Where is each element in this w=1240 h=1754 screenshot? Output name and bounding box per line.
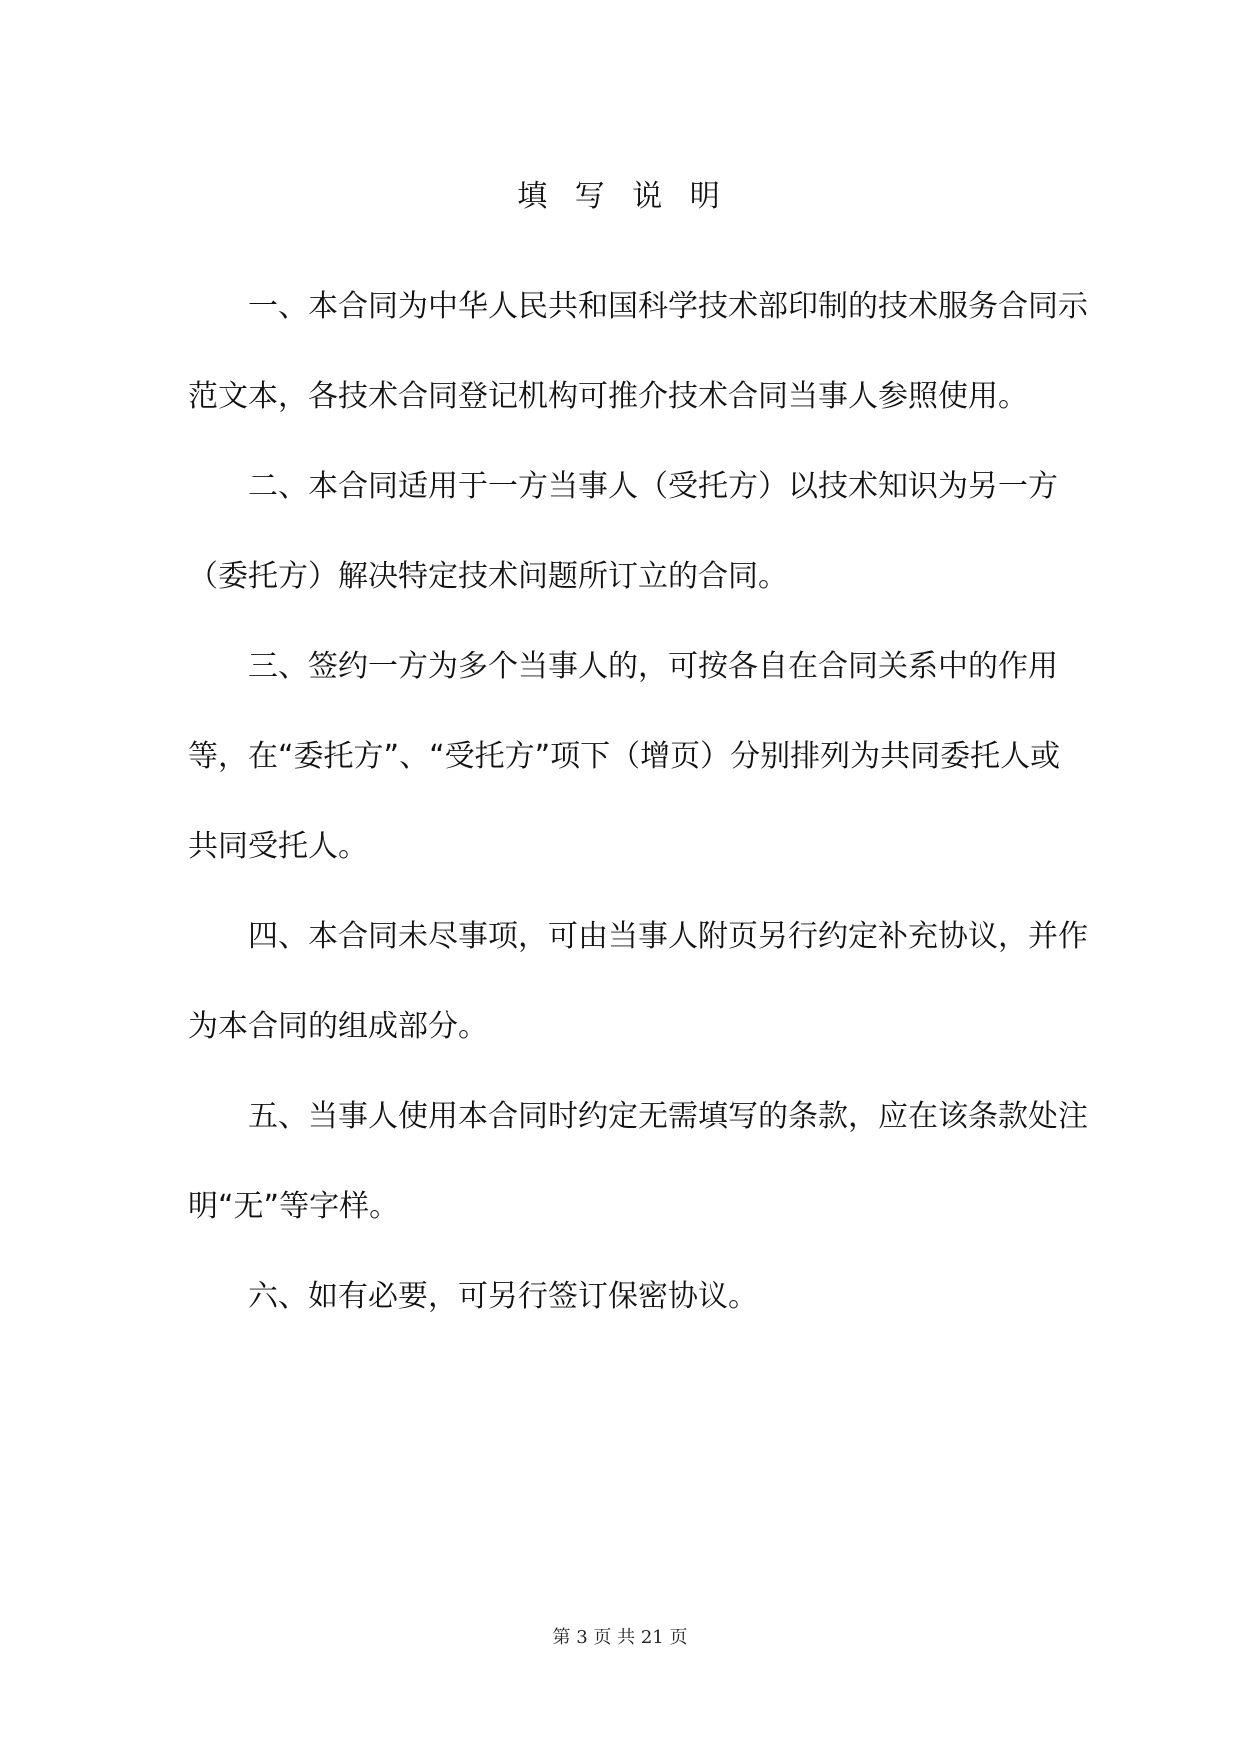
instruction-paragraph-3: 三、签约一方为多个当事人的，可按各自在合同关系中的作用等，在“委托方”、“受托方”项下（增页）分别排列为共同委托人或共同受托人。 xyxy=(188,649,1061,864)
instructions-body xyxy=(188,262,1088,1342)
instruction-paragraph-6: 六、如有必要，可另行签订保密协议。 xyxy=(248,1279,758,1314)
instruction-paragraph-4: 四、本合同未尽事项，可由当事人附页另行约定补充协议，并作为本合同的组成部分。 xyxy=(188,919,1088,1044)
instruction-paragraph-2: 二、本合同适用于一方当事人（受托方）以技术知识为另一方（委托方）解决特定技术问题所订立的合同。 xyxy=(188,469,1058,594)
page-number-footer: 第 3 页 共 21 页 xyxy=(552,1627,688,1648)
instruction-paragraph-1: 一、本合同为中华人民共和国科学技术部印制的技术服务合同示范文本，各技术合同登记机构可推介技术合同当事人参照使用。 xyxy=(188,289,1088,414)
instruction-paragraph-5: 五、当事人使用本合同时约定无需填写的条款，应在该条款处注明“无”等字样。 xyxy=(188,1099,1088,1224)
page-title: 填 写 说 明 xyxy=(517,179,729,214)
